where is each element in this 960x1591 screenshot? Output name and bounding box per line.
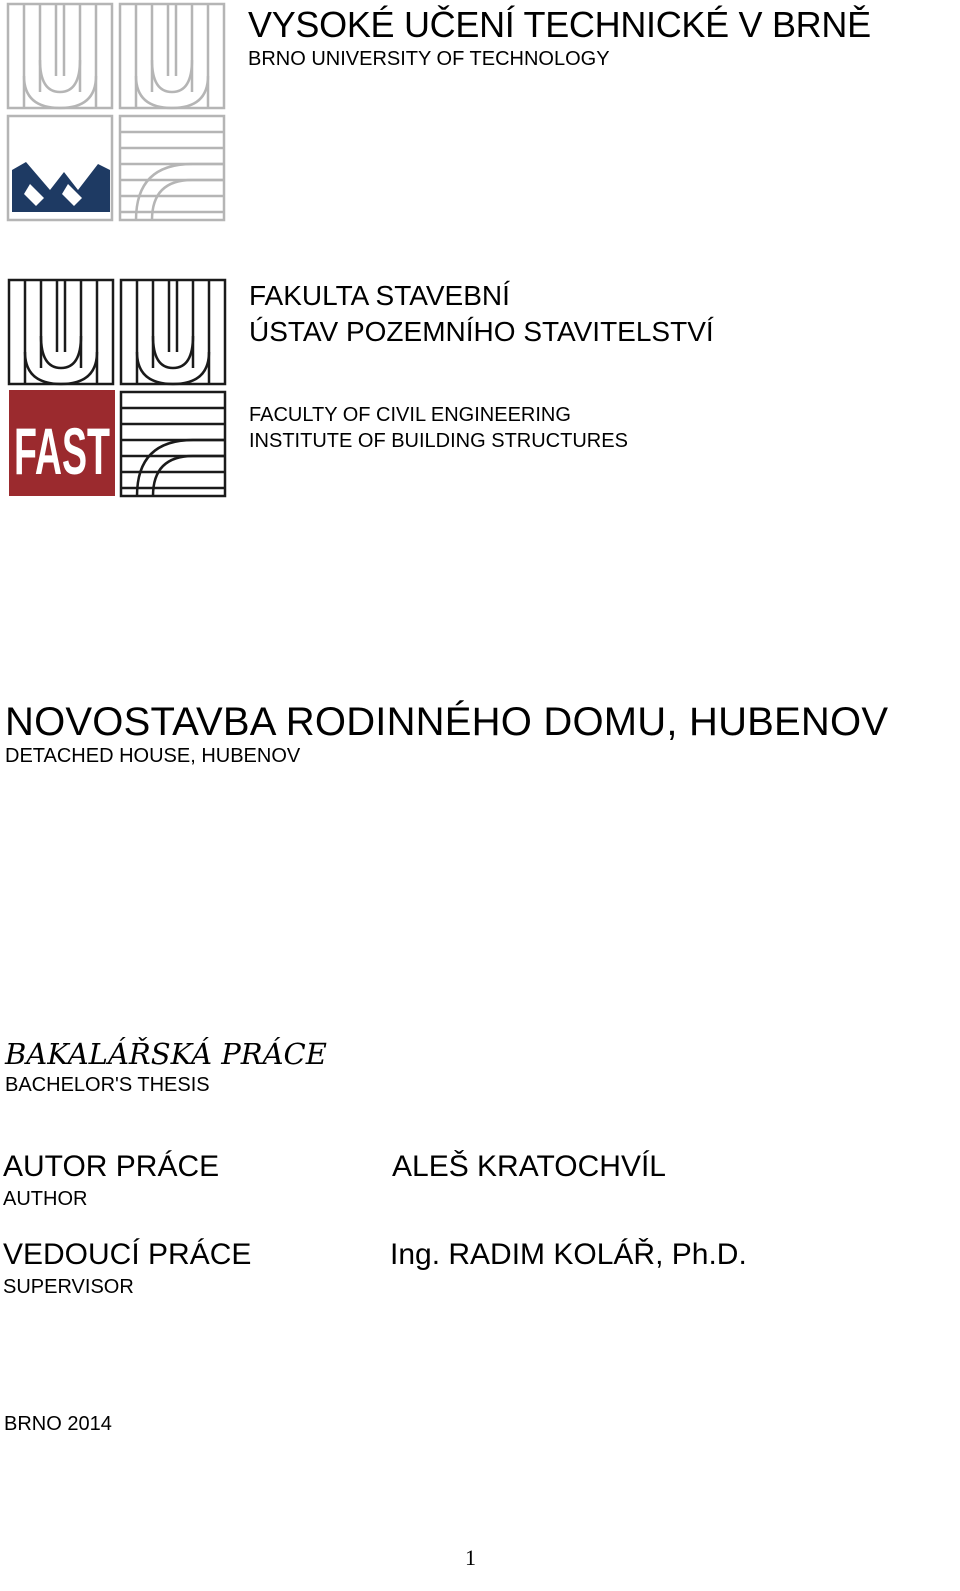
university-name-en: BRNO UNIVERSITY OF TECHNOLOGY <box>248 48 610 70</box>
author-label-en: AUTHOR <box>3 1188 88 1210</box>
thesis-type-cz: BAKALÁŘSKÁ PRÁCE <box>5 1037 327 1071</box>
author-label-cz: AUTOR PRÁCE <box>3 1150 220 1183</box>
vut-logo <box>6 2 228 224</box>
institute-name-en: INSTITUTE OF BUILDING STRUCTURES <box>249 430 628 452</box>
fast-logo <box>7 278 229 500</box>
place-year: BRNO 2014 <box>4 1413 112 1435</box>
university-name-cz: VYSOKÉ UČENÍ TECHNICKÉ V BRNĚ <box>248 4 871 45</box>
thesis-title-cz: NOVOSTAVBA RODINNÉHO DOMU, HUBENOV <box>5 700 889 744</box>
thesis-type-en: BACHELOR'S THESIS <box>5 1074 210 1096</box>
supervisor-label-cz: VEDOUCÍ PRÁCE <box>3 1238 252 1271</box>
author-name: ALEŠ KRATOCHVÍL <box>392 1150 666 1183</box>
svg-text:FAST: FAST <box>14 414 110 488</box>
faculty-name-en: FACULTY OF CIVIL ENGINEERING <box>249 404 571 426</box>
thesis-title-en: DETACHED HOUSE, HUBENOV <box>5 745 301 767</box>
institute-name-cz: ÚSTAV POZEMNÍHO STAVITELSTVÍ <box>249 316 714 347</box>
supervisor-name: Ing. RADIM KOLÁŘ, Ph.D. <box>390 1238 747 1271</box>
faculty-name-cz: FAKULTA STAVEBNÍ <box>249 280 510 311</box>
supervisor-label-en: SUPERVISOR <box>3 1276 134 1298</box>
page-number: 1 <box>465 1545 476 1570</box>
